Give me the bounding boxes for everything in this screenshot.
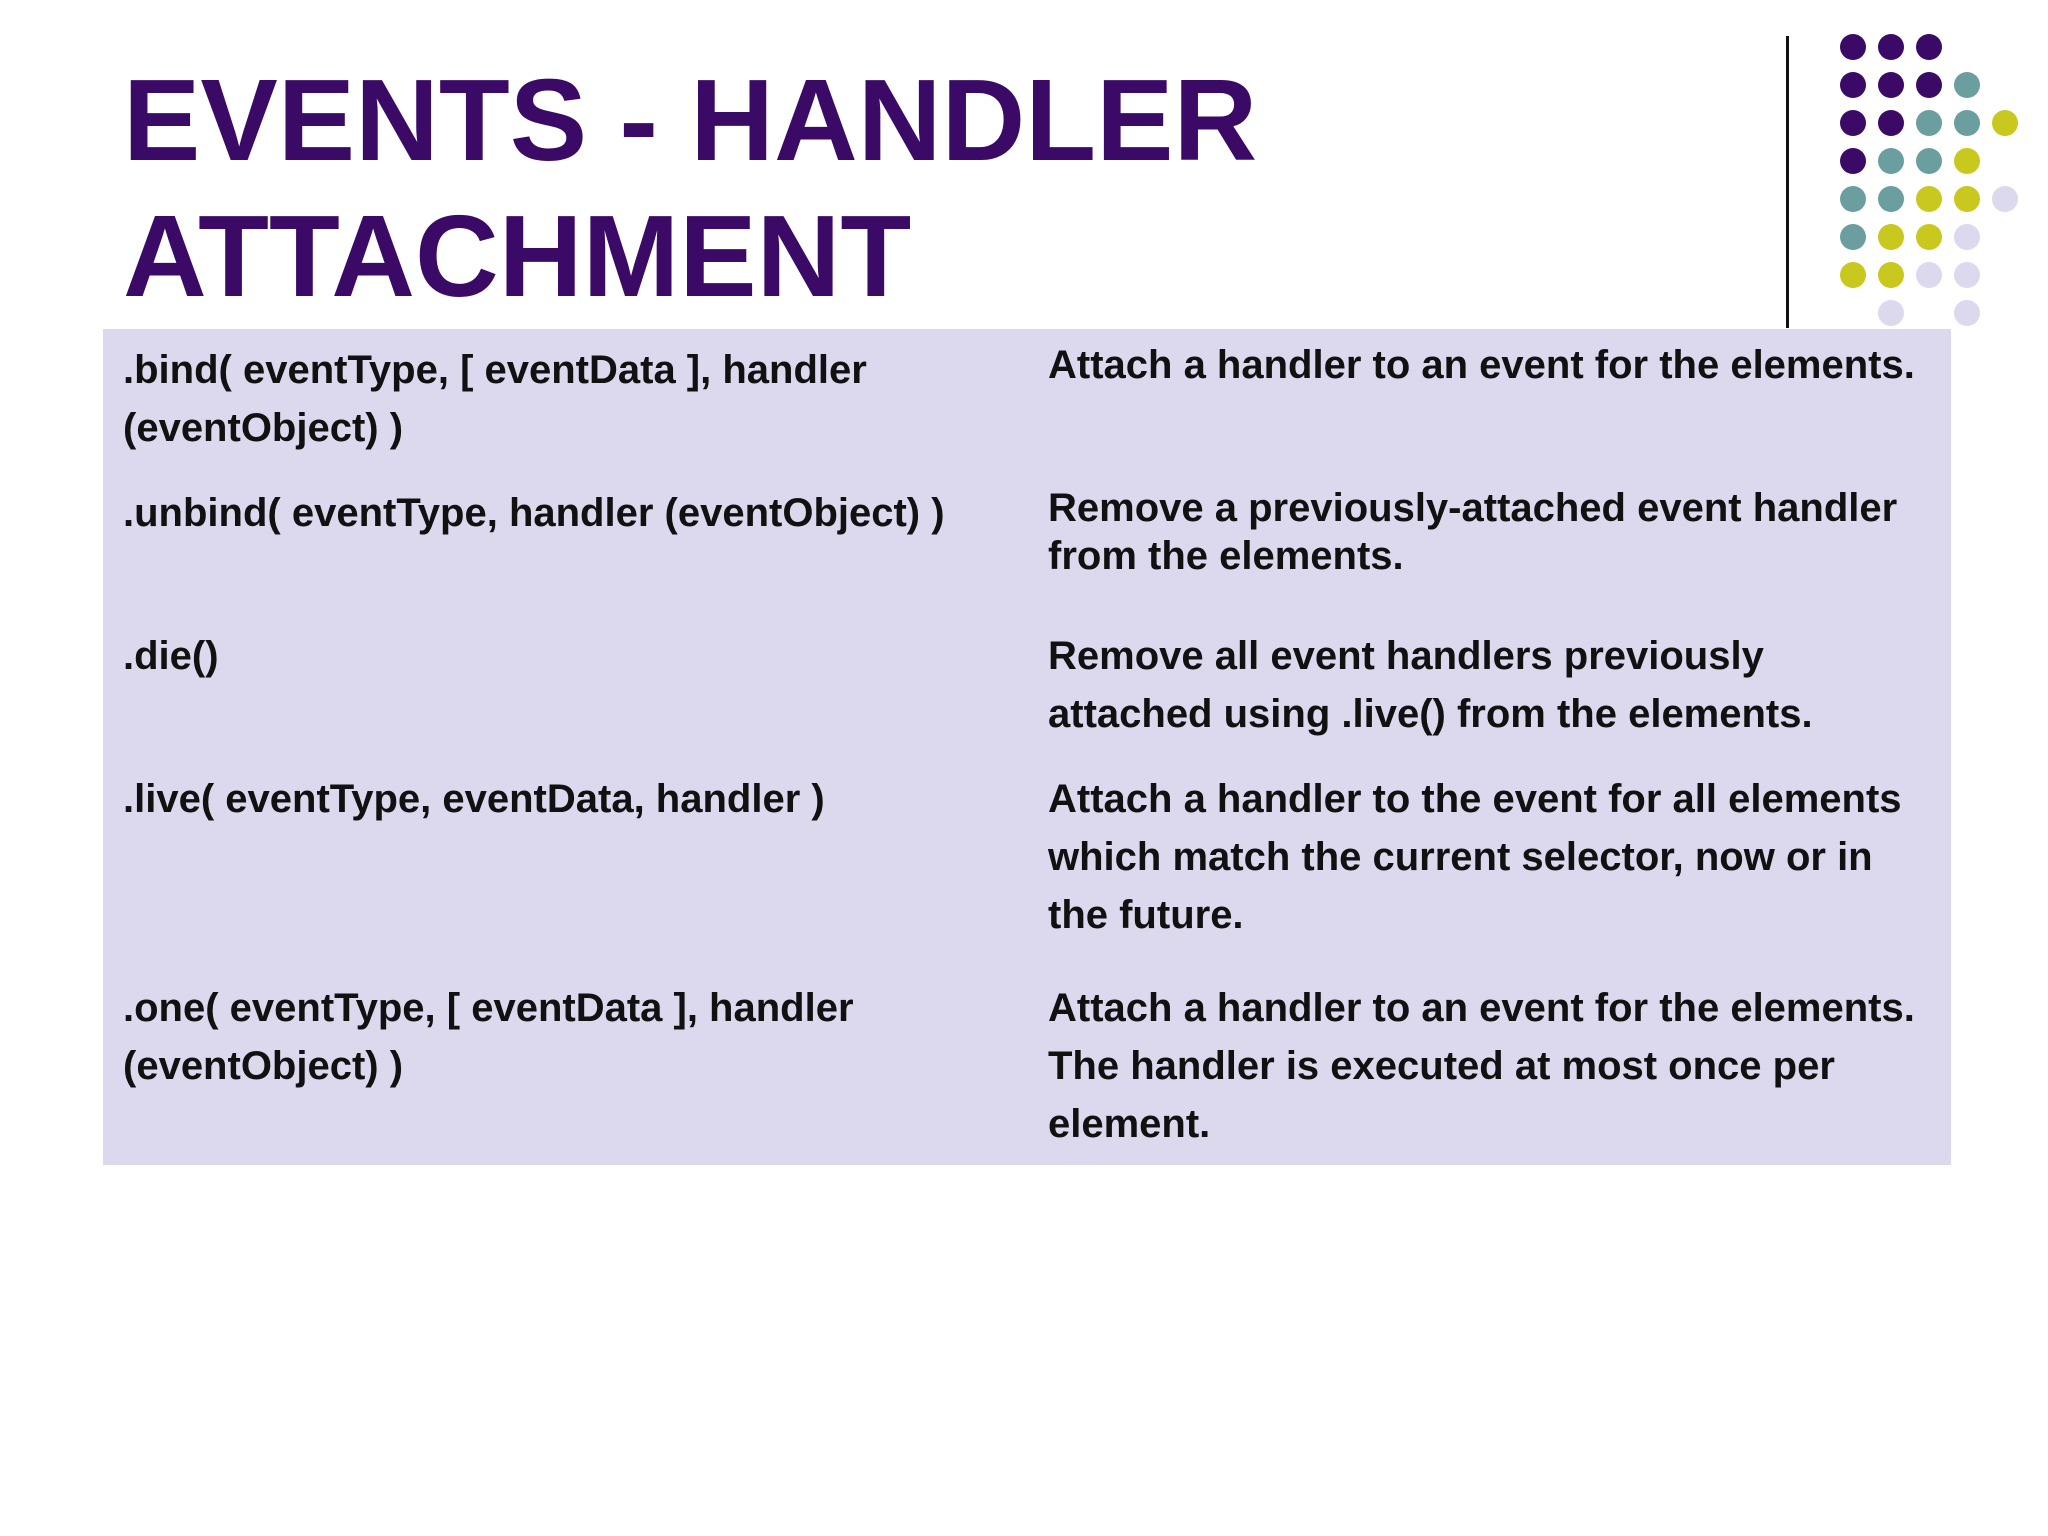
decorative-dot	[1916, 110, 1942, 136]
decorative-dot	[1992, 186, 2018, 212]
method-description: Remove a previously-attached event handler from the elements.	[1048, 486, 1898, 578]
method-description: Attach a handler to an event for the elements.	[1048, 343, 1915, 387]
decorative-dot	[1878, 72, 1904, 98]
decorative-dot	[1916, 72, 1942, 98]
slide-title-line-1: EVENTS - HANDLER	[123, 55, 1258, 185]
decorative-dot	[1954, 72, 1980, 98]
method-name: .bind( eventType, [ eventData ], handler (eventObject) )	[123, 348, 867, 450]
method-description: Attach a handler to the event for all elements which match the current selector, now or in the future.	[1048, 777, 1902, 937]
method-name: .one( eventType, [ eventData ], handler (eventObject) )	[123, 986, 854, 1088]
decorative-dot	[1916, 148, 1942, 174]
decorative-dot	[1878, 300, 1904, 326]
decorative-dot	[1840, 186, 1866, 212]
methods-table	[103, 329, 1951, 1165]
slide-title-line-2: ATTACHMENT	[123, 191, 912, 321]
decorative-dot	[1878, 262, 1904, 288]
decorative-dot	[1840, 262, 1866, 288]
decorative-dot	[1954, 300, 1980, 326]
decorative-dot	[1840, 148, 1866, 174]
decorative-dot	[1840, 224, 1866, 250]
decorative-dot	[1916, 34, 1942, 60]
decorative-dot	[1878, 224, 1904, 250]
method-name: .die()	[123, 634, 219, 678]
decorative-dot	[1878, 34, 1904, 60]
method-name: .unbind( eventType, handler (eventObject) )	[123, 491, 945, 535]
method-description: Attach a handler to an event for the elements. The handler is executed at most once per element.	[1048, 986, 1915, 1146]
decorative-dot	[1878, 186, 1904, 212]
decorative-dot	[1916, 224, 1942, 250]
decorative-dot	[1840, 34, 1866, 60]
slide-title	[123, 52, 1257, 324]
decorative-dot	[1878, 110, 1904, 136]
decorative-dot	[1954, 148, 1980, 174]
decorative-dot	[1954, 224, 1980, 250]
title-divider-line	[1786, 36, 1789, 328]
decorative-dot	[1916, 186, 1942, 212]
decorative-dot	[1954, 110, 1980, 136]
decorative-dot	[1840, 110, 1866, 136]
decorative-dot	[1992, 110, 2018, 136]
decorative-dot	[1840, 72, 1866, 98]
decorative-dot	[1878, 148, 1904, 174]
method-description: Remove all event handlers previously attached using .live() from the elements.	[1048, 634, 1813, 736]
decorative-dot	[1954, 186, 1980, 212]
method-name: .live( eventType, eventData, handler )	[123, 777, 825, 821]
decorative-dot	[1916, 262, 1942, 288]
decorative-dot	[1954, 262, 1980, 288]
